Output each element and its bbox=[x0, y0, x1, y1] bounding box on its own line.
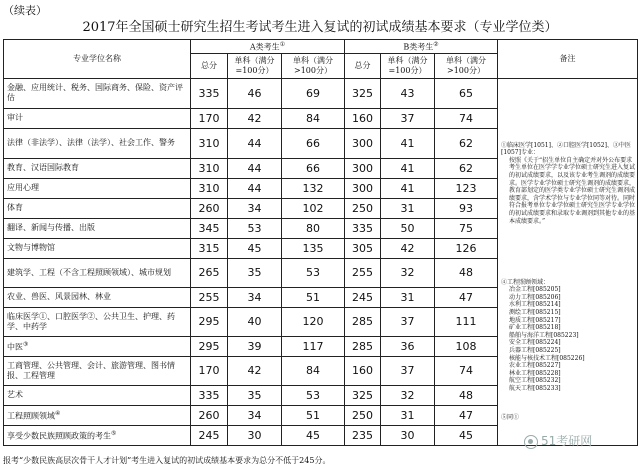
score-b-sub100: 31 bbox=[381, 198, 435, 218]
score-a-total: 315 bbox=[191, 238, 228, 258]
footnote-marker: ⑤ bbox=[111, 429, 117, 437]
score-a-subover100: 53 bbox=[282, 385, 345, 405]
footnote: 报考“少数民族高层次骨干人才计划”考生进入复试的初试成绩基本要求为总分不低于245分。 bbox=[3, 456, 331, 465]
score-a-subover100: 66 bbox=[282, 158, 345, 178]
score-b-subover100: 126 bbox=[435, 238, 498, 258]
remarks-header: 备注 bbox=[498, 40, 638, 79]
page-title: 2017年全国硕士研究生招生考试考生进入复试的初试成绩基本要求（专业学位类） bbox=[82, 20, 558, 35]
score-b-subover100: 62 bbox=[435, 158, 498, 178]
score-b-subover100: 111 bbox=[435, 307, 498, 336]
score-a-sub100: 34 bbox=[228, 287, 282, 307]
score-b-subover100: 65 bbox=[435, 78, 498, 108]
score-a-sub100: 45 bbox=[228, 238, 282, 258]
score-b-total: 300 bbox=[345, 128, 381, 158]
discipline-name: 艺术 bbox=[7, 390, 23, 400]
score-a-total: 265 bbox=[191, 258, 228, 287]
discipline-cell bbox=[4, 336, 191, 356]
score-b-sub100: 41 bbox=[381, 128, 435, 158]
discipline-name: 工程照顾领域 bbox=[7, 411, 55, 421]
score-a-total: 335 bbox=[191, 385, 228, 405]
discipline-name: 享受少数民族照顾政策的考生 bbox=[7, 431, 111, 441]
score-b-sub100: 31 bbox=[381, 405, 435, 425]
list-item: 冶金工程[085205] bbox=[509, 286, 561, 294]
score-a-subover100: 117 bbox=[282, 336, 345, 356]
remark-engineering bbox=[501, 279, 635, 393]
score-a-sub100: 44 bbox=[228, 158, 282, 178]
discipline-name: 翻译、新闻与传播、出版 bbox=[7, 223, 95, 233]
discipline-name: 中医 bbox=[7, 342, 23, 352]
score-b-subover100: 47 bbox=[435, 405, 498, 425]
score-b-subover100: 48 bbox=[435, 385, 498, 405]
list-item: 农业工程[085227] bbox=[509, 362, 561, 370]
score-a-sub100: 44 bbox=[228, 128, 282, 158]
score-b-total: 325 bbox=[345, 78, 381, 108]
discipline-name: 农业、兽医、风景园林、林业 bbox=[7, 292, 111, 302]
list-item: 地质工程[085217] bbox=[509, 316, 561, 324]
discipline-cell bbox=[4, 218, 191, 238]
score-a-subover100: 51 bbox=[282, 405, 345, 425]
score-a-subover100: 120 bbox=[282, 307, 345, 336]
score-a-total: 310 bbox=[191, 158, 228, 178]
score-b-total: 255 bbox=[345, 258, 381, 287]
score-b-total: 300 bbox=[345, 158, 381, 178]
discipline-cell bbox=[4, 178, 191, 198]
discipline-header: 专业学位名称 bbox=[4, 40, 191, 79]
score-b-total: 235 bbox=[345, 425, 381, 445]
remark-medical-title: ①临床医学[1051]、②口腔医学[1052]、③中医[1057]专业： bbox=[501, 141, 631, 157]
score-b-subover100: 45 bbox=[435, 425, 498, 445]
b-sub100-header: 单科（满分=100分） bbox=[381, 53, 435, 78]
list-item: 兵器工程[085225] bbox=[509, 347, 561, 354]
score-b-total: 285 bbox=[345, 336, 381, 356]
discipline-cell bbox=[4, 158, 191, 178]
score-a-sub100: 30 bbox=[228, 425, 282, 445]
score-b-total: 160 bbox=[345, 356, 381, 385]
b-total-header: 总分 bbox=[345, 53, 381, 78]
footnote-marker: ④ bbox=[55, 409, 61, 417]
score-a-subover100: 51 bbox=[282, 287, 345, 307]
score-a-subover100: 53 bbox=[282, 258, 345, 287]
score-a-sub100: 34 bbox=[228, 198, 282, 218]
discipline-cell bbox=[4, 128, 191, 158]
list-item: 林业工程[085228] bbox=[509, 369, 561, 377]
discipline-name: 工商管理、公共管理、会计、旅游管理、图书情报、工程管理 bbox=[7, 360, 175, 380]
score-a-sub100: 44 bbox=[228, 178, 282, 198]
score-a-sub100: 42 bbox=[228, 356, 282, 385]
score-b-total: 285 bbox=[345, 307, 381, 336]
score-a-subover100: 84 bbox=[282, 108, 345, 128]
discipline-cell bbox=[4, 238, 191, 258]
score-b-total: 305 bbox=[345, 238, 381, 258]
score-b-sub100: 37 bbox=[381, 356, 435, 385]
score-b-total: 325 bbox=[345, 385, 381, 405]
discipline-cell bbox=[4, 78, 191, 108]
list-item: 航空工程[085232] bbox=[509, 377, 561, 385]
a-sub100-header: 单科（满分=100分） bbox=[228, 53, 282, 78]
score-b-sub100: 36 bbox=[381, 336, 435, 356]
list-item: 测绘工程[085215] bbox=[509, 309, 561, 317]
discipline-name: 金融、应用统计、税务、国际商务、保险、资产评估 bbox=[7, 83, 183, 103]
score-b-total: 335 bbox=[345, 218, 381, 238]
score-a-total: 345 bbox=[191, 218, 228, 238]
group-a-header: A类考生① bbox=[191, 40, 345, 54]
score-a-total: 255 bbox=[191, 287, 228, 307]
score-b-sub100: 32 bbox=[381, 385, 435, 405]
score-b-total: 250 bbox=[345, 198, 381, 218]
score-b-subover100: 47 bbox=[435, 287, 498, 307]
remark-medical bbox=[501, 142, 635, 226]
discipline-cell bbox=[4, 287, 191, 307]
table-row bbox=[4, 78, 638, 108]
discipline-cell bbox=[4, 385, 191, 405]
score-a-total: 335 bbox=[191, 78, 228, 108]
discipline-cell bbox=[4, 108, 191, 128]
discipline-cell bbox=[4, 405, 191, 425]
discipline-name: 教育、汉语国际教育 bbox=[7, 163, 79, 173]
score-a-subover100: 102 bbox=[282, 198, 345, 218]
discipline-cell bbox=[4, 198, 191, 218]
list-item: 航天工程[085233] bbox=[509, 384, 561, 392]
discipline-name: 法律（非法学）、法律（法学）、社会工作、警务 bbox=[7, 138, 175, 148]
a-total-header: 总分 bbox=[191, 53, 228, 78]
score-a-total: 170 bbox=[191, 108, 228, 128]
list-item: 水利工程[085214] bbox=[509, 301, 561, 309]
score-b-subover100: 123 bbox=[435, 178, 498, 198]
score-b-sub100: 50 bbox=[381, 218, 435, 238]
score-a-subover100: 135 bbox=[282, 238, 345, 258]
group-a-label: A类考生 bbox=[249, 42, 280, 52]
score-a-subover100: 45 bbox=[282, 425, 345, 445]
score-a-total: 245 bbox=[191, 425, 228, 445]
remark-medical-body: 按照《关于“招生单位自主确定并对外公布要求考生单位在医学学专业学位硕士研究生进入复试的初试成绩要求，以及该专业考生调剂的成绩要求。医学专业学位硕士研究生调剂的成绩要求，教育部划定的医学类专业学位硕士研究生调剂成绩要求，含学术学位与专业学位同等对待。同时符合报考单位专业学位硕士研究生医学专业学位的初试成绩要求和录取专业调剂到其他专业的基本成绩要求。” bbox=[509, 156, 636, 225]
score-a-sub100: 42 bbox=[228, 108, 282, 128]
score-a-sub100: 46 bbox=[228, 78, 282, 108]
score-b-subover100: 48 bbox=[435, 258, 498, 287]
remark-minority: ⑤同① bbox=[501, 413, 520, 421]
discipline-name: 审计 bbox=[7, 113, 23, 123]
list-item: 核能与核技术工程[085226] bbox=[509, 354, 585, 362]
score-b-sub100: 41 bbox=[381, 158, 435, 178]
group-b-label: B类考生 bbox=[403, 42, 434, 52]
score-b-sub100: 31 bbox=[381, 287, 435, 307]
watermark-logo-icon bbox=[524, 435, 538, 449]
discipline-cell bbox=[4, 356, 191, 385]
discipline-name: 应用心理 bbox=[7, 183, 39, 193]
score-b-sub100: 43 bbox=[381, 78, 435, 108]
score-b-sub100: 32 bbox=[381, 258, 435, 287]
score-b-sub100: 42 bbox=[381, 238, 435, 258]
score-b-total: 300 bbox=[345, 178, 381, 198]
list-item: 安全工程[085224] bbox=[509, 339, 561, 347]
a-subover100-header: 单科（满分>100分） bbox=[282, 53, 345, 78]
score-b-subover100: 93 bbox=[435, 198, 498, 218]
score-a-subover100: 84 bbox=[282, 356, 345, 385]
score-a-total: 260 bbox=[191, 198, 228, 218]
discipline-name: 文物与博物馆 bbox=[7, 243, 55, 253]
list-item: 船舶与海洋工程[085223] bbox=[509, 331, 579, 339]
score-b-sub100: 30 bbox=[381, 425, 435, 445]
score-a-subover100: 69 bbox=[282, 78, 345, 108]
score-b-total: 160 bbox=[345, 108, 381, 128]
score-b-subover100: 74 bbox=[435, 108, 498, 128]
score-b-sub100: 37 bbox=[381, 108, 435, 128]
b-subover100-header: 单科（满分>100分） bbox=[435, 53, 498, 78]
score-a-total: 170 bbox=[191, 356, 228, 385]
score-a-subover100: 66 bbox=[282, 128, 345, 158]
score-a-total: 295 bbox=[191, 307, 228, 336]
score-a-sub100: 35 bbox=[228, 258, 282, 287]
score-b-total: 245 bbox=[345, 287, 381, 307]
score-a-sub100: 34 bbox=[228, 405, 282, 425]
group-b-header: B类考生② bbox=[345, 40, 498, 54]
discipline-name: 临床医学①、口腔医学②、公共卫生、护理、药学、中药学 bbox=[7, 311, 175, 331]
score-b-subover100: 108 bbox=[435, 336, 498, 356]
watermark bbox=[524, 432, 592, 449]
score-b-subover100: 74 bbox=[435, 356, 498, 385]
score-a-subover100: 80 bbox=[282, 218, 345, 238]
score-a-total: 310 bbox=[191, 128, 228, 158]
score-b-subover100: 62 bbox=[435, 128, 498, 158]
watermark-text: 51考研网 bbox=[541, 434, 593, 448]
list-item: 动力工程[085206] bbox=[509, 293, 561, 301]
score-table bbox=[3, 39, 638, 446]
score-a-total: 310 bbox=[191, 178, 228, 198]
score-b-sub100: 41 bbox=[381, 178, 435, 198]
continued-label: （续表） bbox=[3, 4, 47, 17]
discipline-name: 建筑学、工程（不含工程照顾领域）、城市规划 bbox=[7, 267, 171, 277]
score-a-sub100: 40 bbox=[228, 307, 282, 336]
discipline-cell bbox=[4, 425, 191, 445]
score-b-total: 250 bbox=[345, 405, 381, 425]
remark-engineering-title: ④工程照顾领域： bbox=[501, 278, 550, 286]
score-a-total: 260 bbox=[191, 405, 228, 425]
discipline-cell bbox=[4, 307, 191, 336]
score-a-sub100: 53 bbox=[228, 218, 282, 238]
score-a-subover100: 132 bbox=[282, 178, 345, 198]
discipline-name: 体育 bbox=[7, 203, 23, 213]
list-item: 矿业工程[085218] bbox=[509, 324, 561, 332]
discipline-cell bbox=[4, 258, 191, 287]
remarks-cell bbox=[498, 78, 638, 445]
footnote-marker: ③ bbox=[23, 340, 29, 348]
score-a-sub100: 35 bbox=[228, 385, 282, 405]
score-b-sub100: 37 bbox=[381, 307, 435, 336]
score-b-subover100: 75 bbox=[435, 218, 498, 238]
score-a-sub100: 39 bbox=[228, 336, 282, 356]
score-a-total: 295 bbox=[191, 336, 228, 356]
